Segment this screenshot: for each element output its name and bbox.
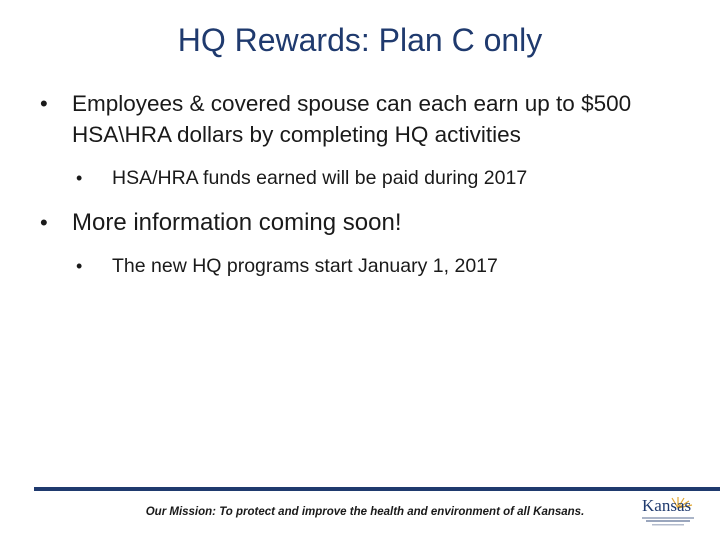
bullet-item (40, 88, 690, 150)
bullet-text: Employees & covered spouse can each earn up to $500 HSA\HRA dollars by completing HQ activities (72, 91, 632, 147)
kansas-logo (638, 494, 698, 528)
sub-bullet-text: HSA/HRA funds earned will be paid during 2017 (112, 167, 528, 189)
sub-bullet-text: The new HQ programs start January 1, 2017 (112, 255, 498, 277)
bullet-item (40, 206, 690, 240)
mission-statement: Our Mission: To protect and improve the health and environment of all Kansans. (145, 506, 585, 518)
slide-title: HQ Rewards: Plan C only (177, 22, 543, 58)
bullet-marker: • (40, 210, 48, 235)
bullet-marker: • (40, 91, 48, 116)
sub-bullet-item (40, 252, 690, 280)
sub-bullet-item (40, 164, 690, 192)
footer-divider (34, 487, 720, 491)
bullet-text: More information coming soon! (72, 209, 402, 236)
bullet-marker: • (76, 256, 83, 276)
logo-wordmark: Kansas (642, 496, 692, 515)
bullet-list (40, 88, 690, 280)
bullet-marker: • (76, 168, 83, 188)
